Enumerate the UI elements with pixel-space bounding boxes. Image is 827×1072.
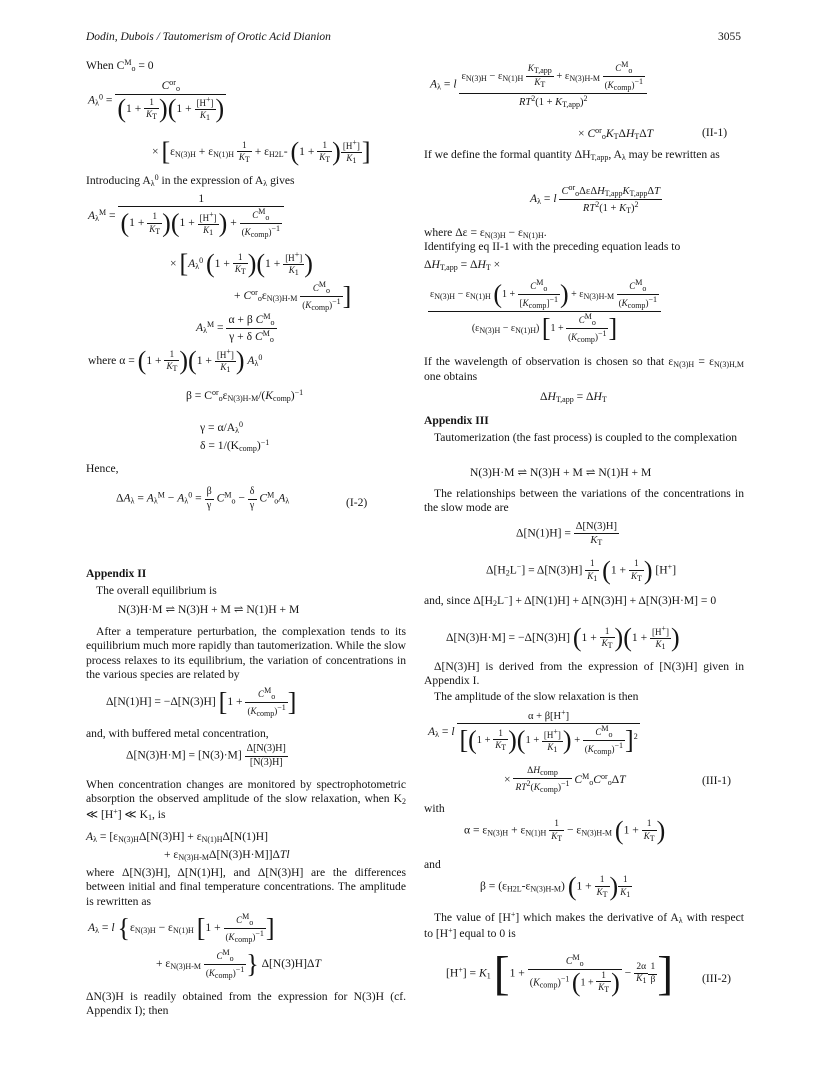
equation-AM: $A_\lambda^M$ = 1 (1 + $\frac{1}{KT}$ )(1 + $\frac{[H+]}{K1}$ ) + $\frac{\text{CMo}}{\text{(Kcomp)−1}}$ <box>88 192 284 240</box>
equilibrium-iii: N(3)H·M ⇌ N(3)H + M ⇌ N(1)H + M <box>470 466 652 479</box>
where-delta-epsilon: where $\Delta\varepsilon = \varepsilon_{N(3)H} - \varepsilon_{N(1)H}$. <box>424 226 547 240</box>
equation-A0-cont: × [$\varepsilon_{N(3)H} + \varepsilon_{N(1)H}$ $\frac{1}{KT}$ + $\varepsilon_{H2L}-$ (1 + $\frac{1}{KT}$ ) $\frac{[H+]}{K1}$ ] <box>152 137 371 167</box>
equation-dN3HM: Δ[N(3)H·M] = [N(3)·M] $\frac{\Delta[N(3)H]}{[N(3)H]}$ <box>126 743 286 768</box>
equation-II1: $A_\lambda = l$ $\varepsilon_{N(3)H} - \varepsilon_{N(1)H}$ $\frac{\text{KT,app}}{KT}$ + $\varepsilon_{N(3)H-M}$ $\frac{\text{CMo}}{\text{(Kcomp)−1}}$ $RT^2(1 + K_{T,app})^2$ <box>430 60 647 110</box>
paragraph-formal: If we define the formal quantity $\Delta H_{T,app}$, $A_\lambda$ may be rewritten as <box>424 148 720 162</box>
equation-Alambda-rewritten-cont: + $\varepsilon_{N(3)H-M}$ $\frac{\text{CMo}}{\text{(Kcomp)−1}}$ } Δ[N(3)H]ΔT <box>156 948 321 980</box>
paragraph-derived: Δ[N(3)H] is derived from the expression of [N(3)H] given in Appendix I. <box>424 660 744 688</box>
equation-Alambda-cont: + $\varepsilon_{N(3)H-M}\Delta[N(3)H\cdot M]]\Delta Tl$ <box>164 848 290 862</box>
hence-line: Hence, <box>86 462 119 475</box>
paragraph-spectro: When concentration changes are monitored by spectrophotometric absorption the observed amplitude of the slow relaxation, when $K_2$ ≪ [H+] ≪ $K_1$, is <box>86 778 406 823</box>
equation-number-III1: (III-1) <box>702 774 731 787</box>
paragraph-where-delta: where Δ[N(3)H], Δ[N(1)H], and Δ[N(3)H] are the differences between initial and final temperature concentrations. The amplitude is rewritten as <box>86 866 406 908</box>
equation-dN3HM-slow: Δ[N(3)H·M] = −Δ[N(3)H] (1 + $\frac{1}{KT}$ )(1 + $\frac{[H+]}{K1}$ ) <box>446 623 680 653</box>
buffered-line: and, with buffered metal concentration, <box>86 727 269 740</box>
equation-A0: $A_\lambda^0$ = $C^{or}_o$ (1 + $\frac{1}{KT}$ )(1 + $\frac{[H+]}{K1}$ ) <box>88 78 225 124</box>
when-line: When $C^M_o = 0$ <box>86 58 154 73</box>
equation-III2: $[H^+] = K_1$ [1 + $C^M_o$ $(K_{comp})^{-1}$ (1 + $\frac{1}{KT}$ ) − $\frac{2\alpha}{K_1}$ $\frac{1}{\beta}$ ] <box>446 947 674 1000</box>
paragraph-and-since: and, since $\Delta[H_2L^-] + \Delta[N(1)H] + \Delta[N(3)H] + \Delta[N(3)H\cdot M] = 0$ <box>424 593 717 608</box>
equation-beta: $\beta = C^{or}_o\varepsilon_{N(3)H-M}/(K_{comp})^{-1}$ <box>186 388 304 403</box>
equation-AM-ratio: $A_\lambda^M$ = $\frac{\alpha + \beta C^M_o}{\gamma + \delta C^M_o}$ <box>196 312 275 344</box>
paragraph-temperature: After a temperature perturbation, the complexation tends to its equilibrium much more rapidly than tautomerization. While the slow process relaxes to its equilibrium, the variation of concentrations in the various species are related by <box>86 625 406 682</box>
page-number: 3055 <box>718 31 741 43</box>
with-line: with <box>424 802 445 815</box>
amplitude-line: The amplitude of the slow relaxation is then <box>434 690 639 703</box>
appendix-ii-heading: Appendix II <box>86 567 147 580</box>
paragraph-value-h: The value of [H+] which makes the derivative of $A_\lambda$ with respect to [H+] equal to 0 is <box>424 910 744 940</box>
equation-dHTapp-frac: $\varepsilon_{N(3)H} - \varepsilon_{N(1)H}$ (1 + $\frac{\text{CMo}}{\text{[Kcomp]−1}}$ ) + $\varepsilon_{N(3)H-M}$ $\frac{\text{CMo}}{\text{(Kcomp)−1}}$ $(\varepsilon_{N(3)H} - \varepsilon_{N(1)H}) [1$ + $\frac{\text{CMo}}{\text{(Kcomp)−1}}$ ] <box>428 278 661 345</box>
equation-alpha-iii: $\alpha = \varepsilon_{N(3)H} + \varepsilon_{N(1)H}$ $\frac{1}{KT}$ − $\varepsilon_{N(3)H-M}$ (1 + $\frac{1}{KT}$ ) <box>464 816 666 845</box>
equation-beta-iii: $\beta = (\varepsilon_{H2L}-\varepsilon_{N(3)H-M}) (1$ + $\frac{1}{KT}$ ) $\frac{1}{K1}$ <box>480 872 631 901</box>
paragraph-n3h: ΔN(3)H is readily obtained from the expression for N(3)H (cf. Appendix I); then <box>86 990 406 1018</box>
appendix-iii-heading: Appendix III <box>424 414 489 427</box>
equation-number-II1: (II-1) <box>702 126 728 139</box>
equation-delta: $\delta = 1/(K_{comp})^{-1}$ <box>200 438 270 453</box>
equation-dN1H: Δ[N(1)H] = −Δ[N(3)H] [1 + $\frac{\text{CMo}}{\text{(Kcomp)−1}}$ ] <box>106 686 297 718</box>
equation-formal: $A_\lambda = l$ $\frac{C^{or}_o\Delta\varepsilon\Delta H_{T,app}K_{T,app}\Delta T}{RT^2(1 + K_T)^2}$ <box>530 183 660 215</box>
equation-dH2L: $\Delta[H_2L^-] = \Delta[N(3)H]$ $\frac{1}{K1}$ (1 + $\frac{1}{KT}$ ) [H+] <box>486 556 677 585</box>
equation-I2: $\Delta A_\lambda = A_\lambda^M - A_\lambda^0$ = $\frac{\beta}{\gamma}$ $C^M_o$ − $\frac{\delta}{\gamma}$ $C^M_oA_\lambda$ <box>116 486 290 511</box>
identifying-line: Identifying eq II-1 with the preceding equation leads to <box>424 240 681 253</box>
equation-III1: $A_\lambda = l$ α + β[H+] [(1 + $\frac{1}{KT}$ )(1 + $\frac{[H+]}{K1}$ ) + $\frac{\text{CMo}}{\text{(Kcomp)−1}}$ ]$^2$ <box>428 708 638 757</box>
intro-line: Introducing $A_\lambda^0$ in the expression of $A_\lambda$ gives <box>86 173 295 188</box>
equation-alpha: where α = (1 + $\frac{1}{KT}$ )(1 + $\frac{[H+]}{K1}$ ) $A_\lambda^0$ <box>88 346 263 376</box>
equation-dHTapp: $\Delta H_{T,app} = \Delta H_T$ × <box>424 258 501 272</box>
equation-gamma: $\gamma = \alpha/A_\lambda^0$ <box>200 420 244 435</box>
equation-II1-cont: × $C^{or}_oK_T\Delta H_T\Delta T$ <box>578 126 654 141</box>
equation-Alambda: $A_\lambda = [\varepsilon_{N(3)H}\Delta[N(3)H] + \varepsilon_{N(1)H}\Delta[N(1)H]$ <box>86 830 268 844</box>
and-line: and <box>424 858 441 871</box>
equation-III1-cont: × $\frac{\Delta H_{comp}}{RT^2(K_{comp})^{-1}}$ $C^M_oC^{or}_o\Delta T$ <box>504 766 626 794</box>
equation-Alambda-rewritten: $A_\lambda = l$ {$\varepsilon_{N(3)H} - \varepsilon_{N(1)H}$ [1 + $\frac{\text{CMo}}{\text{(Kcomp)−1}}$ ] <box>88 912 275 944</box>
overall-line: The overall equilibrium is <box>96 584 217 597</box>
equilibrium-ii: N(3)H·M ⇌ N(3)H + M ⇌ N(1)H + M <box>118 603 300 616</box>
paragraph-relationships: The relationships between the variations of the concentrations in the slow mode are <box>424 487 744 515</box>
running-header: Dodin, Dubois / Tautomerism of Orotic Acid Dianion <box>86 31 331 43</box>
equation-AM-cont2: + $C^{or}_o\varepsilon_{N(3)H-M}$ $\frac{\text{CMo}}{\text{(Kcomp)−1}}$ ] <box>234 280 352 312</box>
equation-number-I2: (I-2) <box>346 496 368 509</box>
paragraph-tauto: Tautomerization (the fast process) is coupled to the complexation <box>434 431 738 444</box>
equation-dHTapp-equals: $\Delta H_{T,app} = \Delta H_T$ <box>540 390 607 404</box>
equation-AM-cont1: × [$A_\lambda^0$ (1 + $\frac{1}{KT}$ )(1 + $\frac{[H+]}{K1}$ ) <box>170 249 313 279</box>
equation-dN1H-slow: Δ[N(1)H] = $\frac{\Delta[N(3)H]}{K_T}$ <box>516 521 617 548</box>
equation-number-III2: (III-2) <box>702 972 731 985</box>
paragraph-wavelength: If the wavelength of observation is chosen so that $\varepsilon_{N(3)H} = \varepsilon_{N(3)H,M}$ one obtains <box>424 355 744 383</box>
